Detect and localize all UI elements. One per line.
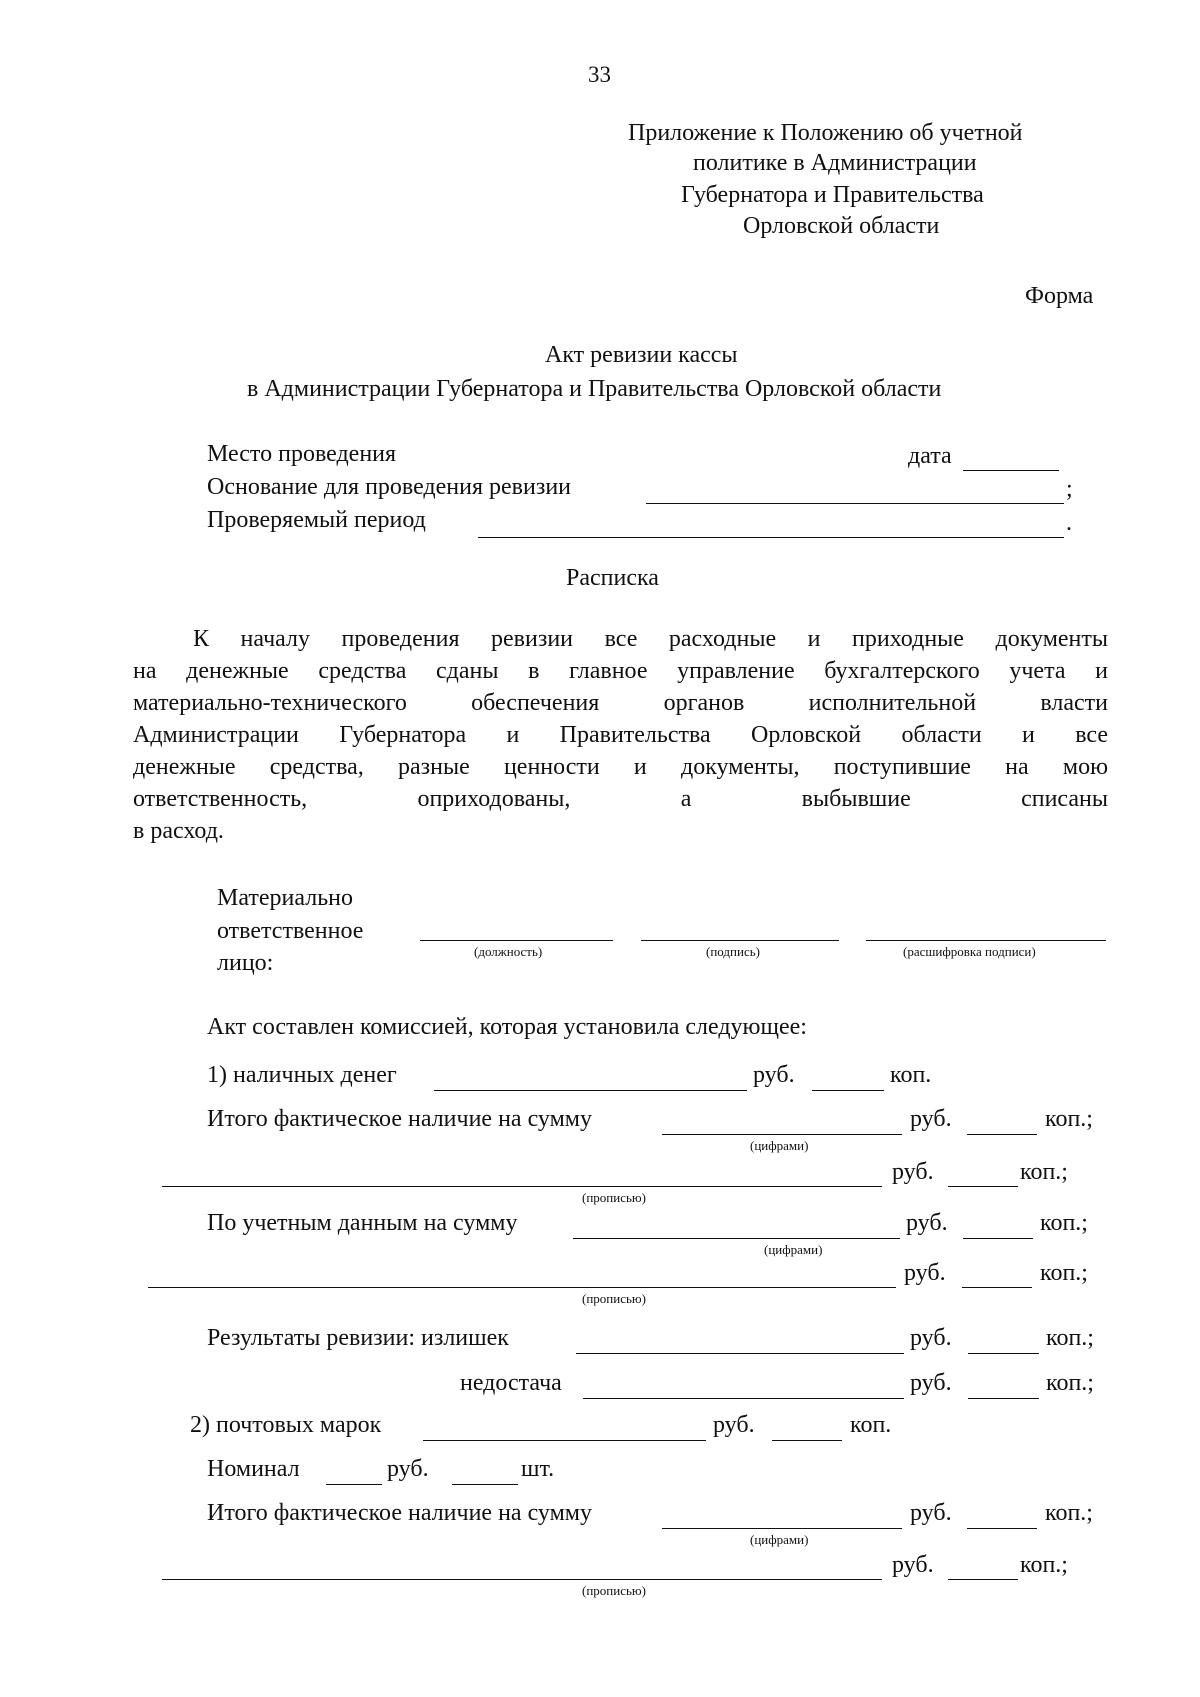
surplus-field[interactable] <box>576 1353 904 1354</box>
rub-label: руб. <box>906 1210 948 1236</box>
rub-label: руб. <box>387 1456 429 1482</box>
receipt-line: в расход. <box>133 818 224 844</box>
stamps-actual-kop-field[interactable] <box>967 1528 1037 1529</box>
digits-caption: (цифрами) <box>750 1138 809 1153</box>
receipt-line: на денежные средства сданы в главное управление бухгалтерского учета и <box>133 658 1108 684</box>
date-label: дата <box>908 443 952 469</box>
shortage-kop-field[interactable] <box>968 1398 1039 1399</box>
rub-label: руб. <box>910 1370 952 1396</box>
commission-intro: Акт составлен комиссией, которая установила следующее: <box>207 1014 807 1040</box>
decoding-caption: (расшифровка подписи) <box>903 944 1036 959</box>
actual-total-label: Итого фактическое наличие на сумму <box>207 1106 592 1132</box>
cash-label: 1) наличных денег <box>207 1062 397 1088</box>
document-title: Акт ревизии кассы <box>545 342 738 368</box>
receipt-line: денежные средства, разные ценности и документы, поступившие на мою <box>133 754 1108 780</box>
basis-end: ; <box>1066 476 1073 502</box>
rub-label: руб. <box>892 1159 934 1185</box>
form-label: Форма <box>1025 283 1094 309</box>
stamps-kop-field[interactable] <box>772 1440 842 1441</box>
account-total-words-field[interactable] <box>148 1287 896 1288</box>
position-caption: (должность) <box>474 944 543 959</box>
receipt-line: материально-технического обеспечения органов исполнительной власти <box>133 690 1108 716</box>
pcs-label: шт. <box>521 1456 555 1482</box>
stamps-rub-field[interactable] <box>423 1440 706 1441</box>
actual-total-words-kop-field[interactable] <box>948 1186 1018 1187</box>
appendix-line: Приложение к Положению об учетной <box>628 120 1023 146</box>
nominal-label: Номинал <box>207 1456 300 1482</box>
stamps-actual-words-kop-field[interactable] <box>948 1579 1018 1580</box>
stamps-label: 2) почтовых марок <box>190 1412 382 1438</box>
decoding-field[interactable] <box>866 940 1106 941</box>
actual-total-kop-field[interactable] <box>967 1134 1037 1135</box>
actual-total-label: Итого фактическое наличие на сумму <box>207 1500 592 1526</box>
cash-rub-field[interactable] <box>434 1090 747 1091</box>
date-field[interactable] <box>963 470 1059 471</box>
appendix-line: Губернатора и Правительства <box>681 182 984 208</box>
pcs-field[interactable] <box>452 1484 518 1485</box>
position-field[interactable] <box>420 940 613 941</box>
actual-total-words-field[interactable] <box>162 1186 882 1187</box>
digits-caption: (цифрами) <box>750 1532 809 1547</box>
receipt-line: ответственность, оприходованы, а выбывшие списаны <box>133 786 1108 812</box>
rub-label: руб. <box>904 1260 946 1286</box>
rub-label: руб. <box>910 1325 952 1351</box>
basis-label: Основание для проведения ревизии <box>207 474 572 500</box>
cash-kop-field[interactable] <box>812 1090 884 1091</box>
kop-label: коп.; <box>1040 1210 1088 1236</box>
rub-label: руб. <box>892 1552 934 1578</box>
surplus-kop-field[interactable] <box>968 1353 1039 1354</box>
results-label: Результаты ревизии: излишек <box>207 1325 509 1351</box>
account-total-digits-field[interactable] <box>573 1238 900 1239</box>
stamps-actual-words-field[interactable] <box>162 1579 882 1580</box>
shortage-field[interactable] <box>583 1398 904 1399</box>
stamps-actual-digits-field[interactable] <box>662 1528 902 1529</box>
kop-label: коп.; <box>1020 1552 1068 1578</box>
words-caption: (прописью) <box>582 1190 646 1205</box>
words-caption: (прописью) <box>582 1291 646 1306</box>
rub-label: руб. <box>753 1062 795 1088</box>
document-subtitle: в Администрации Губернатора и Правительства Орловской области <box>247 376 942 402</box>
words-caption: (прописью) <box>582 1583 646 1598</box>
kop-label: коп.; <box>1020 1159 1068 1185</box>
page-number: 33 <box>588 62 611 87</box>
actual-total-digits-field[interactable] <box>662 1134 902 1135</box>
shortage-label: недостача <box>460 1370 562 1396</box>
responsible-label: ответственное <box>217 918 364 944</box>
digits-caption: (цифрами) <box>764 1242 823 1257</box>
place-label: Место проведения <box>207 441 397 467</box>
kop-label: коп.; <box>1040 1260 1088 1286</box>
rub-label: руб. <box>713 1412 755 1438</box>
receipt-title: Расписка <box>566 565 659 591</box>
basis-field[interactable] <box>646 503 1064 504</box>
rub-label: руб. <box>910 1106 952 1132</box>
period-end: . <box>1066 510 1072 536</box>
kop-label: коп.; <box>1046 1325 1094 1351</box>
signature-caption: (подпись) <box>706 944 760 959</box>
account-total-words-kop-field[interactable] <box>962 1287 1032 1288</box>
kop-label: коп. <box>850 1412 892 1438</box>
receipt-line: К началу проведения ревизии все расходные и приходные документы <box>193 626 1108 652</box>
responsible-label: лицо: <box>217 950 274 976</box>
period-field[interactable] <box>478 537 1064 538</box>
responsible-label: Материально <box>217 885 353 911</box>
period-label: Проверяемый период <box>207 507 426 533</box>
kop-label: коп.; <box>1045 1500 1093 1526</box>
account-total-kop-field[interactable] <box>963 1238 1033 1239</box>
account-total-label: По учетным данным на сумму <box>207 1210 518 1236</box>
receipt-paragraph <box>133 623 1108 847</box>
kop-label: коп.; <box>1046 1370 1094 1396</box>
signature-field[interactable] <box>641 940 839 941</box>
kop-label: коп.; <box>1045 1106 1093 1132</box>
appendix-line: политике в Администрации <box>693 150 977 176</box>
receipt-line: Администрации Губернатора и Правительства Орловской области и все <box>133 722 1108 748</box>
kop-label: коп. <box>890 1062 932 1088</box>
appendix-line: Орловской области <box>743 213 940 239</box>
rub-label: руб. <box>910 1500 952 1526</box>
nominal-field[interactable] <box>326 1484 382 1485</box>
